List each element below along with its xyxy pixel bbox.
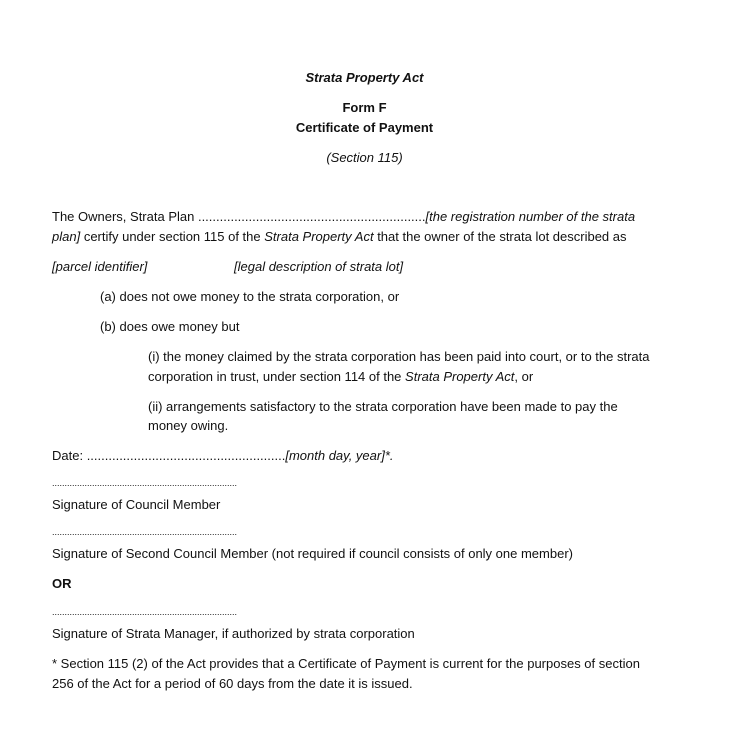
certification-line-2 — [52, 229, 627, 245]
act-title: Strata Property Act — [305, 70, 424, 85]
signature-line-council-member: .......................................................................... — [52, 478, 238, 488]
or-label: OR — [52, 576, 72, 591]
registration-number-hint: [the registration number of the strata — [425, 209, 636, 224]
footnote-line-2: 256 of the Act for a period of 60 days from the date it is issued. — [52, 676, 413, 691]
owners-strata-plan-text: The Owners, Strata Plan — [52, 209, 198, 224]
strata-manager-signature-label: Signature of Strata Manager, if authorized by strata corporation — [52, 626, 415, 641]
date-label: Date: — [52, 448, 87, 463]
option-b-i-line-2 — [148, 369, 533, 385]
option-b: (b) does owe money but — [100, 319, 240, 334]
option-b-i-act-name: Strata Property Act — [405, 369, 515, 384]
parcel-identifier-field: [parcel identifier] — [52, 259, 148, 274]
date-line — [52, 448, 394, 464]
option-b-i-text: corporation in trust, under section 114 of the — [148, 369, 406, 384]
date-hint: [month day, year]*. — [285, 448, 394, 463]
certification-line-1 — [52, 209, 635, 225]
registration-number-hint-end: plan] — [52, 229, 81, 244]
second-member-signature-label: Signature of Second Council Member (not required if council consists of only one member) — [52, 546, 573, 561]
option-b-ii-line-1: (ii) arrangements satisfactory to the strata corporation have been made to pay the — [148, 399, 618, 414]
option-b-i-tail: , or — [514, 369, 534, 384]
council-member-signature-label: Signature of Council Member — [52, 497, 221, 512]
legal-description-field: [legal description of strata lot] — [234, 259, 404, 274]
section-reference: (Section 115) — [326, 150, 403, 165]
registration-number-blank: ............................................................... — [197, 209, 426, 224]
option-b-ii-line-2: money owing. — [148, 418, 229, 433]
footnote-line-1: * Section 115 (2) of the Act provides that a Certificate of Payment is current for the purposes of section — [52, 656, 640, 671]
form-label: Form F — [342, 100, 387, 115]
certify-text: certify under section 115 of the — [80, 229, 265, 244]
certify-text-tail: that the owner of the strata lot described as — [373, 229, 627, 244]
act-name: Strata Property Act — [264, 229, 374, 244]
date-blank: ....................................................... — [86, 448, 286, 463]
form-name: Certificate of Payment — [295, 120, 434, 135]
signature-line-strata-manager: .......................................................................... — [52, 607, 238, 617]
option-a: (a) does not owe money to the strata corporation, or — [100, 289, 400, 304]
signature-line-second-member: .......................................................................... — [52, 527, 238, 537]
option-b-i-line-1: (i) the money claimed by the strata corporation has been paid into court, or to the strata — [148, 349, 650, 364]
